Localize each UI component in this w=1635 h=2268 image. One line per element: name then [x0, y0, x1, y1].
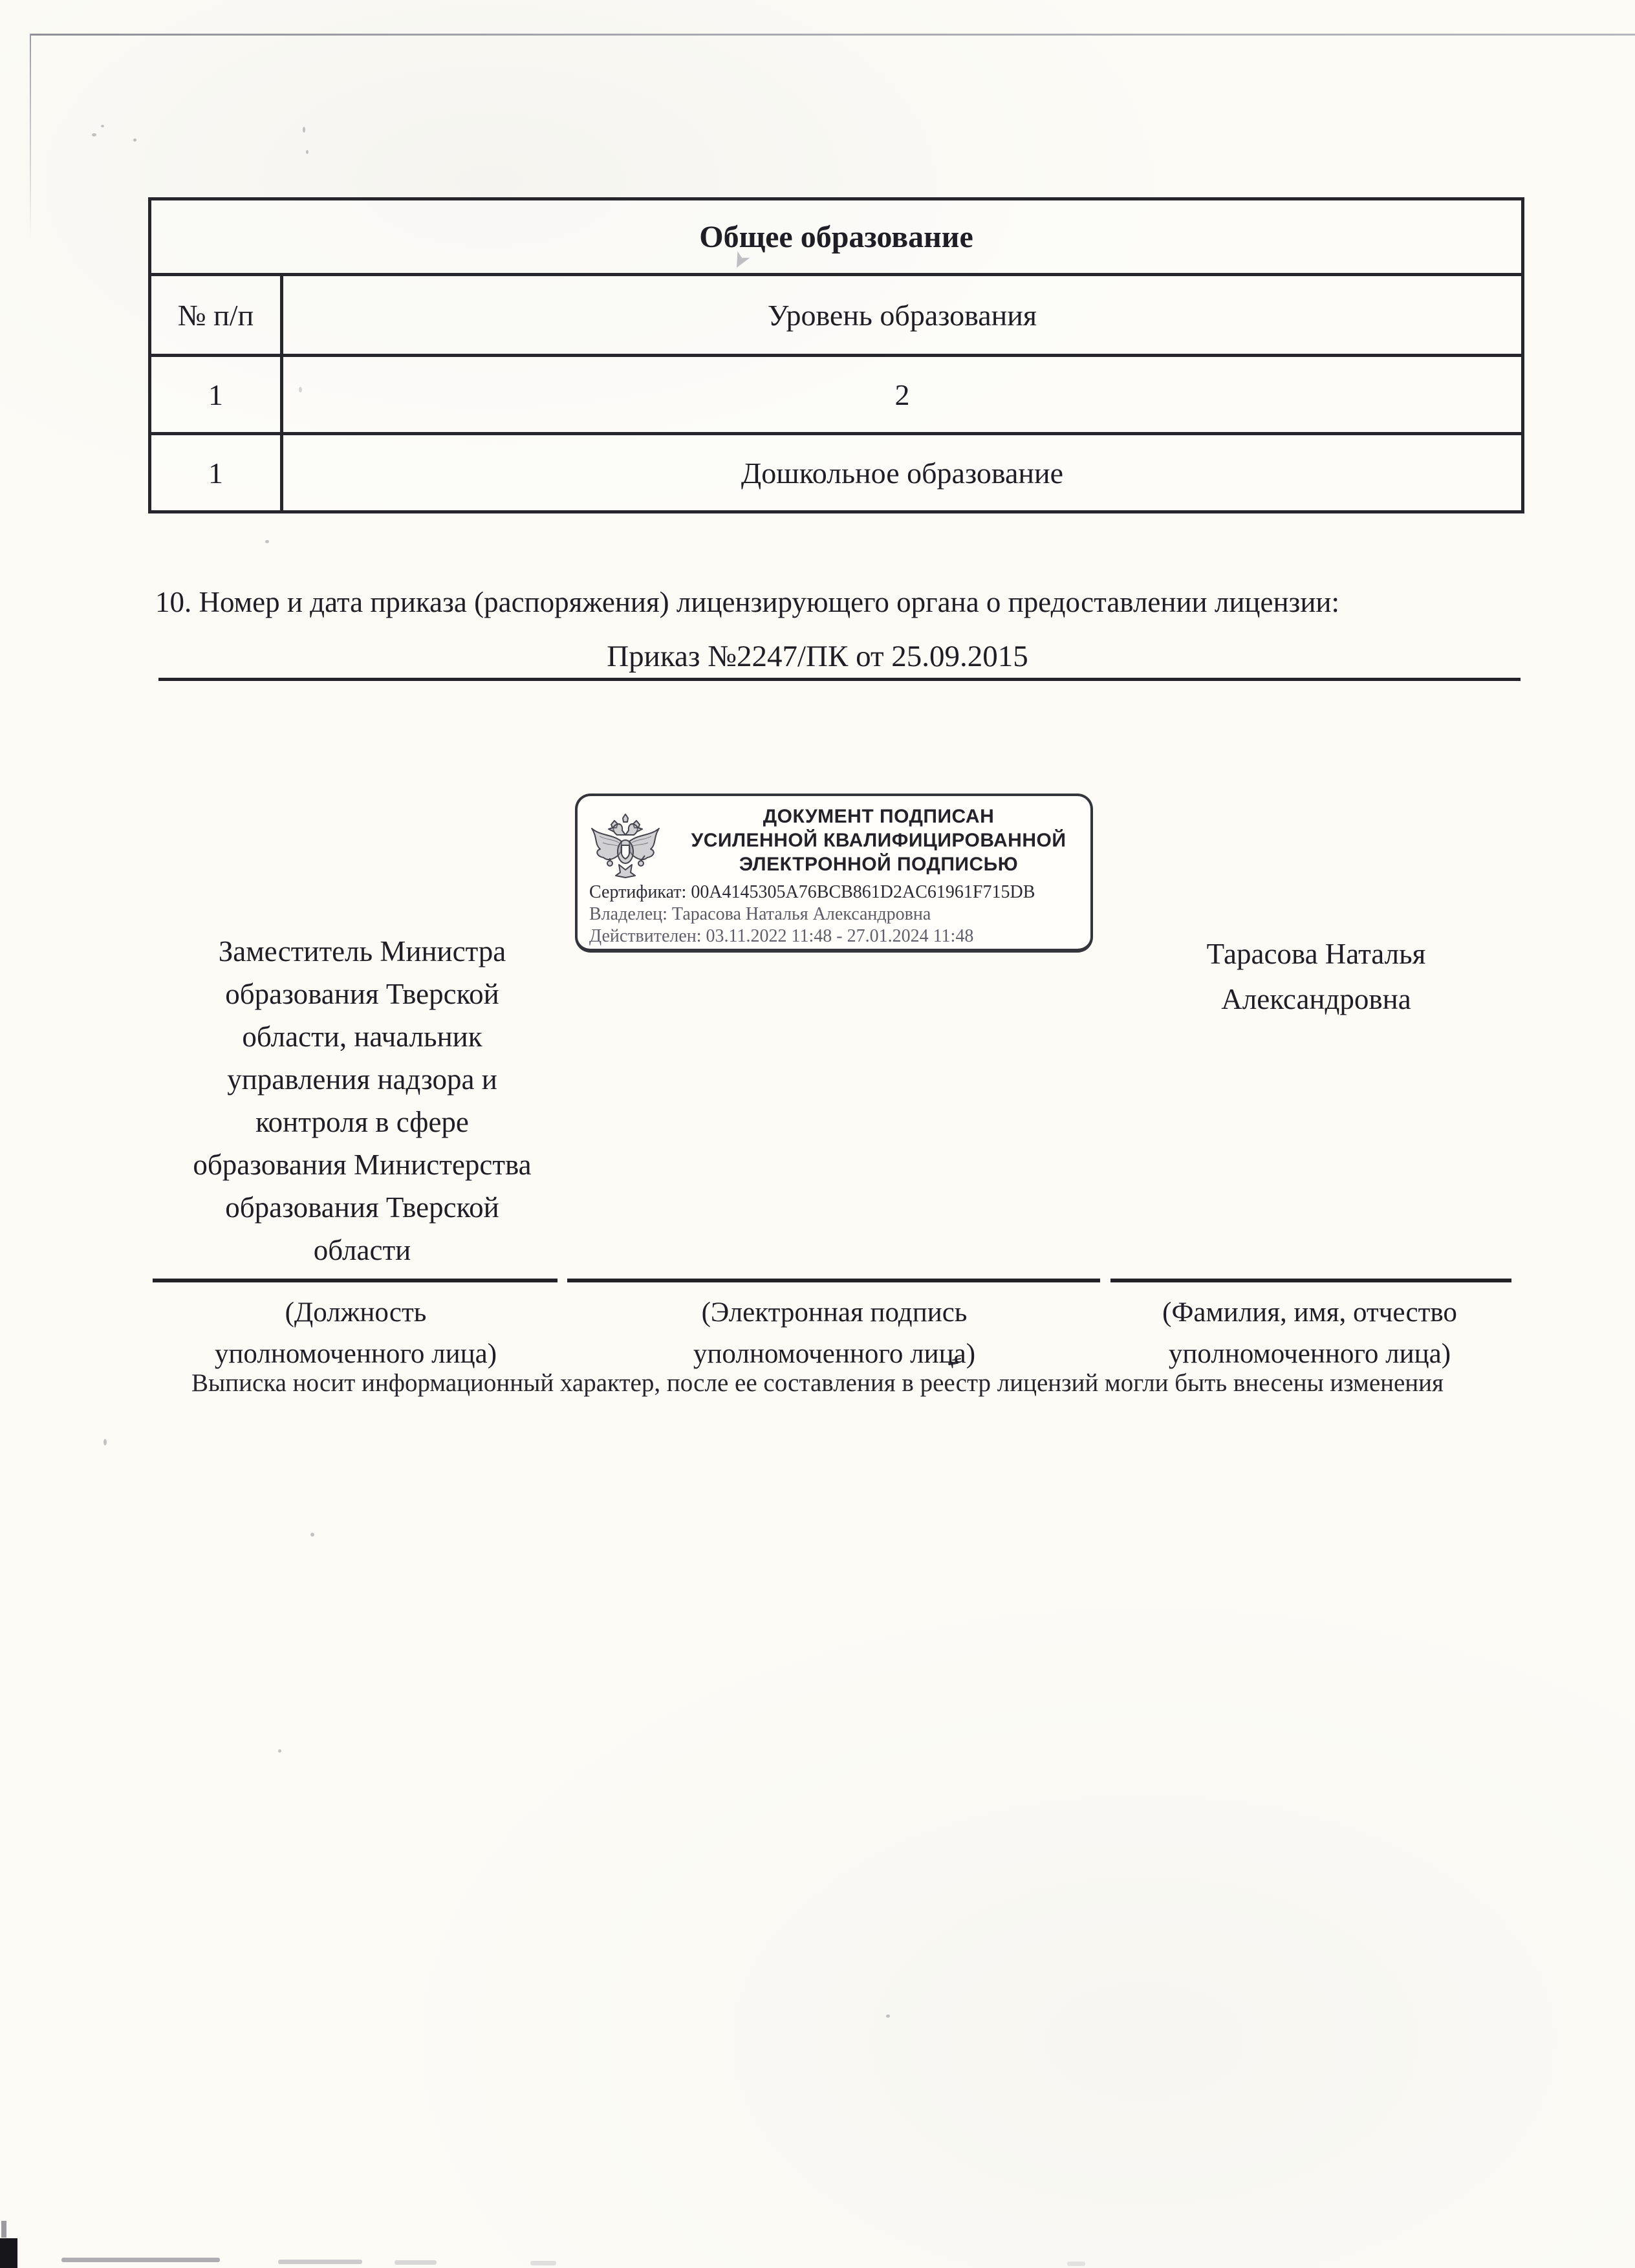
scan-page-edge-top: [30, 34, 1635, 36]
caption-line: уполномоченного лица): [214, 1339, 497, 1369]
scan-black-blob: [1, 2221, 6, 2238]
stamp-title-line1: ДОКУМЕНТ ПОДПИСАН: [763, 806, 995, 827]
stamp-title-line3: ЭЛЕКТРОННОЙ ПОДПИСЬЮ: [739, 854, 1019, 875]
signature-line-esign: [567, 1279, 1100, 1282]
position-line: Заместитель Министра: [218, 935, 506, 967]
position-line: образования Министерства: [193, 1149, 532, 1181]
position-line: области: [313, 1234, 411, 1266]
signatory-position: [162, 930, 563, 1271]
name-line: Тарасова Наталья: [1206, 938, 1426, 970]
caption-line: (Фамилия, имя, отчество: [1162, 1297, 1457, 1328]
caption-line: (Должность: [285, 1297, 427, 1328]
caption-line: уполномоченного лица): [1168, 1339, 1451, 1369]
position-line: образования Тверской: [225, 1191, 499, 1224]
scan-black-blob: [0, 2238, 17, 2268]
scan-speck: [886, 2014, 890, 2018]
table-cell: 1: [151, 435, 283, 510]
position-line: контроля в сфере: [255, 1106, 469, 1138]
stamp-owner: Владелец: Тарасова Наталья Александровна: [589, 904, 931, 924]
scan-speck: [103, 1439, 107, 1445]
general-education-table: [148, 197, 1524, 513]
scan-bottom-dash: [61, 2258, 220, 2262]
table-title: Общее образование: [151, 200, 1521, 276]
scan-speck: [133, 138, 136, 142]
table-row: [151, 435, 1521, 510]
scan-page-edge-left: [30, 34, 31, 241]
caption-fio: [1099, 1292, 1520, 1375]
name-line: Александровна: [1221, 983, 1411, 1015]
signature-line-name: [1110, 1279, 1511, 1282]
order-number-value: Приказ №2247/ПК от 25.09.2015: [607, 640, 1028, 673]
scan-bottom-dash: [530, 2261, 556, 2265]
scan-speck: [306, 150, 309, 154]
scan-speck: [310, 1533, 314, 1537]
position-line: управления надзора и: [227, 1063, 497, 1096]
table-cell: 1: [151, 357, 283, 432]
caption-line: (Электронная подпись: [701, 1297, 968, 1328]
scan-smudge-arrow: ➤: [724, 246, 757, 275]
table-header-row: [151, 276, 1521, 357]
footer-note: Выписка носит информационный характер, после ее составления в реестр лицензий могли быть внесены изменения: [191, 1369, 1444, 1397]
russian-eagle-emblem-icon: [587, 805, 664, 902]
scan-bottom-dash: [395, 2260, 437, 2265]
position-line: области, начальник: [242, 1021, 482, 1053]
scan-speck: [303, 127, 305, 133]
stamp-title-line2: УСИЛЕННОЙ КВАЛИФИЦИРОВАННОЙ: [691, 830, 1067, 851]
stamp-title: [675, 805, 1083, 876]
caption-position: [155, 1292, 556, 1375]
table-header-num: № п/п: [151, 276, 283, 354]
order-underline: [158, 678, 1521, 681]
scan-speck: [92, 133, 96, 136]
scan-speck: [265, 540, 269, 543]
scan-bottom-dash: [1067, 2262, 1085, 2266]
scan-bottom-dash: [278, 2260, 362, 2264]
caption-esign: [576, 1292, 1093, 1375]
scan-speck: [278, 1749, 281, 1753]
stamp-certificate: Сертификат: 00A4145305A76BCB861D2AC61961F715DB: [589, 882, 1035, 902]
table-cell: Дошкольное образование: [741, 456, 1064, 490]
table-cell: 2: [894, 378, 910, 411]
scan-speck: [101, 125, 104, 127]
signature-line-position: [153, 1279, 558, 1282]
electronic-signature-stamp: [575, 794, 1093, 953]
stamp-validity: Действителен: 03.11.2022 11:48 - 27.01.2024 11:48: [589, 926, 974, 946]
table-row: [151, 357, 1521, 435]
position-line: образования Тверской: [225, 978, 499, 1010]
caption-line: уполномоченного лица): [693, 1339, 976, 1369]
clause-10-label: 10. Номер и дата приказа (распоряжения) лицензирующего органа о предоставлении лицензии:: [155, 586, 1340, 618]
table-header-level: Уровень образования: [767, 298, 1037, 332]
signatory-name: [1145, 931, 1488, 1022]
